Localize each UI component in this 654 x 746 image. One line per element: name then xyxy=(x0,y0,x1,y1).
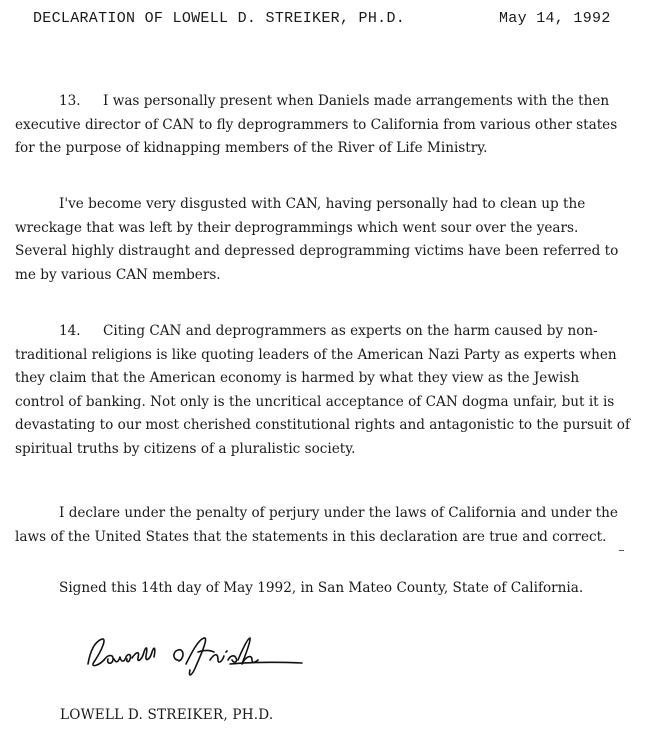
handwritten-signature xyxy=(80,630,310,682)
paragraph-declaration-text: I declare under the penalty of perjury under the laws of California and under the laws of the United States that the statements in this declaration are true and correct. xyxy=(15,505,618,545)
scan-speck xyxy=(619,550,624,551)
paragraph-13-text: I was personally present when Daniels made arrangements with the then executive director of CAN to fly deprogrammers to California from various other states for the purpose of kidnapping members of the River of Life Ministry. xyxy=(15,93,618,156)
paragraph-signed-text: Signed this 14th day of May 1992, in San Mateo County, State of California. xyxy=(59,580,584,596)
paragraph-14-number: 14. xyxy=(59,323,81,339)
paragraph-13 xyxy=(15,90,631,161)
declaration-title: DECLARATION OF LOWELL D. STREIKER, PH.D. xyxy=(33,10,406,27)
paragraph-signed xyxy=(15,577,631,601)
paragraph-14-text: Citing CAN and deprogrammers as experts on the harm caused by non-traditional religions is like quoting leaders of the American Nazi Party as experts when they claim that the American economy is harmed by what they view as the Jewish control of banking. Not only is the uncritical acceptance of CAN dogma unfair, but it is devastating to our most cherished constitutional rights and antagonistic to the pursuit of spiritual truths by citizens of a pluralistic society. xyxy=(15,323,631,457)
paragraph-14 xyxy=(15,320,631,461)
declaration-date: May 14, 1992 xyxy=(499,10,611,27)
paragraph-declaration xyxy=(15,502,631,549)
paragraph-disgust-text: I've become very disgusted with CAN, having personally had to clean up the wreckage that was left by their deprogrammings which went sour over the years. Several highly distraught and depressed deprogramming victims have been referred to me by various CAN members. xyxy=(15,196,619,283)
paragraph-disgust xyxy=(15,193,631,287)
paragraph-13-number: 13. xyxy=(59,93,81,109)
signer-name: LOWELL D. STREIKER, PH.D. xyxy=(60,707,274,723)
